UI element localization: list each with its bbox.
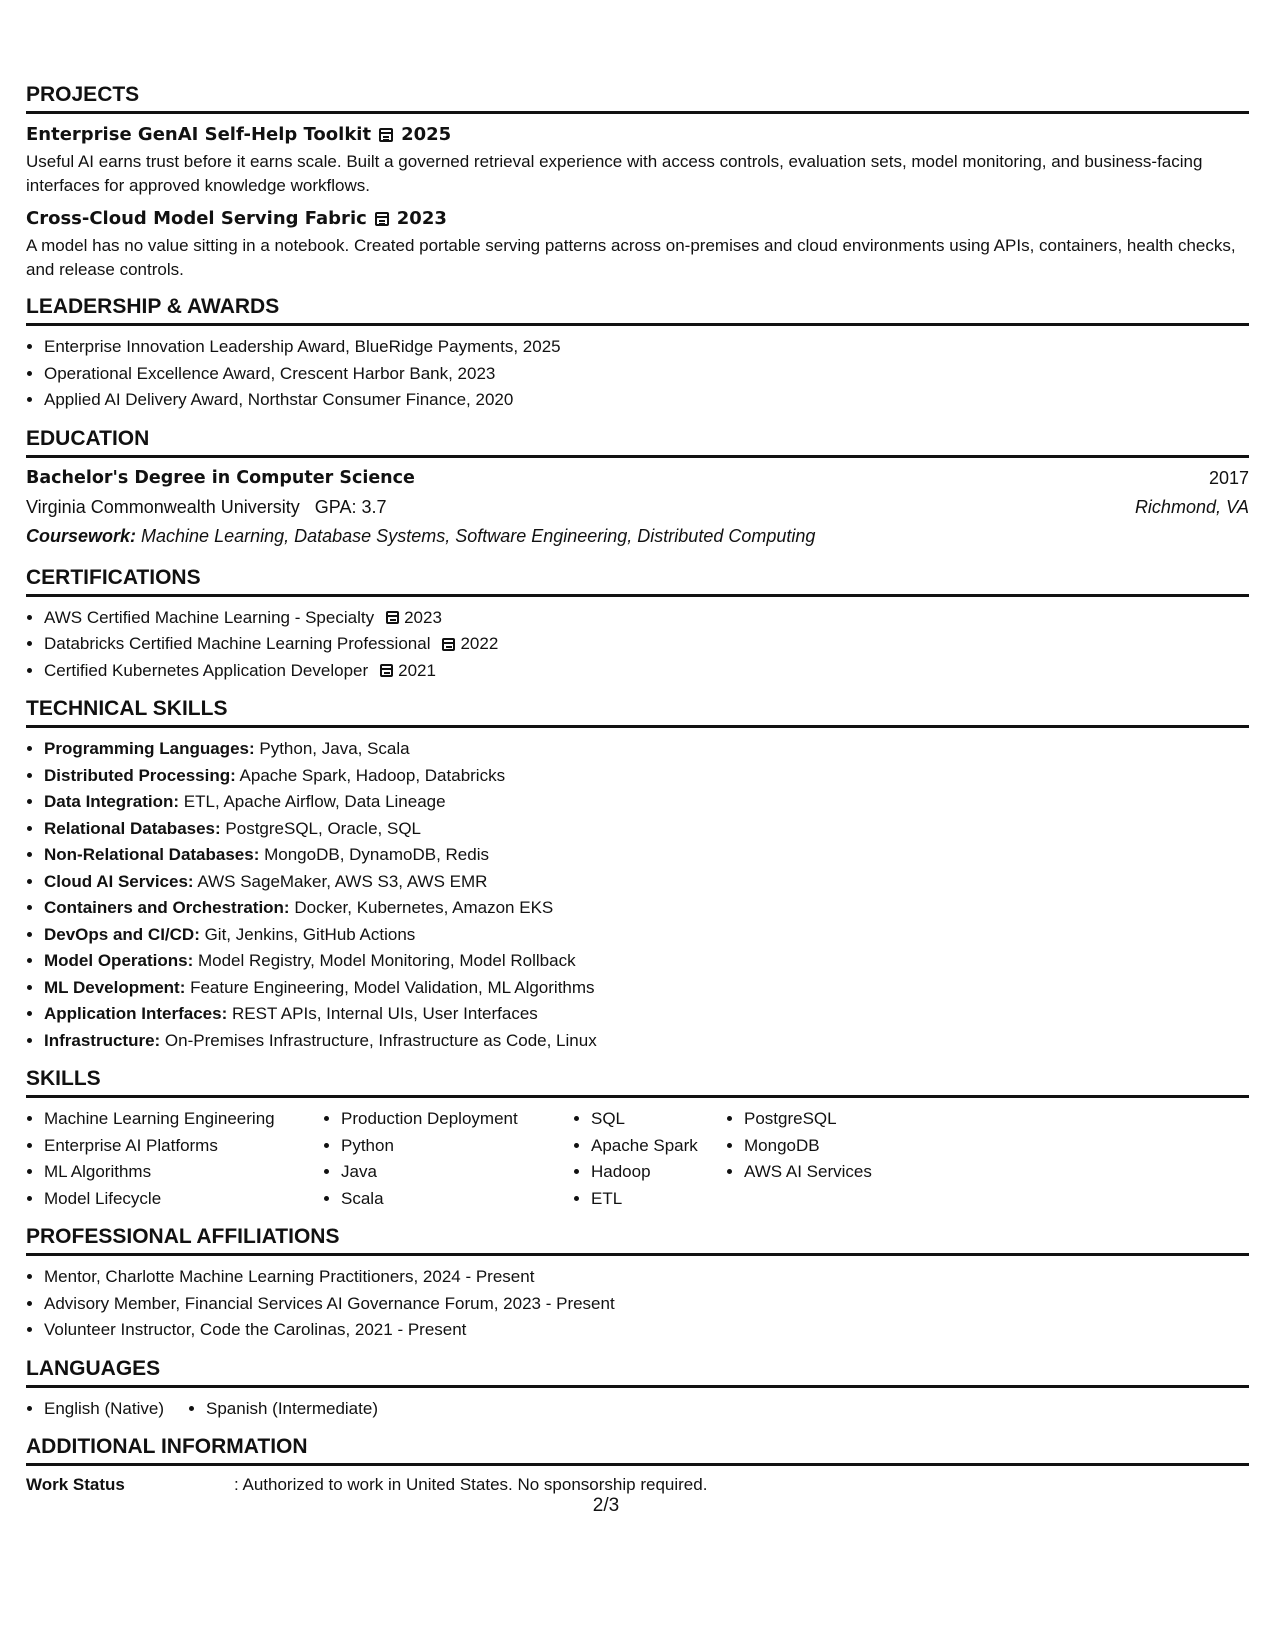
list-item: • Operational Excellence Award, Crescent Harbor Bank, 2023 bbox=[44, 361, 1249, 388]
list-item: • Machine Learning Engineering bbox=[44, 1106, 323, 1133]
list-item: • Enterprise Innovation Leadership Award, BlueRidge Payments, 2025 bbox=[44, 334, 1249, 361]
school-location: Richmond, VA bbox=[1134, 496, 1249, 517]
section-title-languages: LANGUAGES bbox=[26, 1356, 1249, 1388]
list-item bbox=[44, 1028, 1249, 1055]
school-and-gpa: Virginia Commonwealth University GPA: 3.7 bbox=[26, 496, 387, 517]
skill-category: Infrastructure: bbox=[44, 1030, 161, 1050]
technical-skills-section bbox=[26, 696, 1249, 1054]
coursework-label: Coursework: bbox=[26, 525, 137, 546]
certification-year: 2021 bbox=[398, 660, 436, 680]
section-title-leadership: LEADERSHIP & AWARDS bbox=[26, 294, 1249, 326]
list-item: • Production Deployment bbox=[341, 1106, 573, 1133]
section-title-technical-skills: TECHNICAL SKILLS bbox=[26, 696, 1249, 728]
education-degree-row bbox=[26, 464, 1249, 493]
skills-column bbox=[726, 1106, 944, 1212]
skill-category: Programming Languages: bbox=[44, 739, 255, 758]
skills-column bbox=[26, 1106, 323, 1212]
page-number: 2/3 bbox=[592, 1495, 620, 1516]
skill-category: Non-Relational Databases: bbox=[44, 845, 260, 864]
certification-name: • AWS Certified Machine Learning - Specialty bbox=[44, 607, 375, 627]
section-title-education: EDUCATION bbox=[26, 426, 1249, 458]
list-item bbox=[44, 763, 1249, 790]
skill-values: Git, Jenkins, GitHub Actions bbox=[199, 924, 416, 944]
list-item: • AWS AI Services bbox=[744, 1159, 944, 1186]
list-item: • Hadoop bbox=[591, 1159, 726, 1186]
list-item bbox=[44, 736, 1249, 763]
project-year: 2023 bbox=[396, 208, 447, 229]
calendar-icon bbox=[386, 611, 399, 624]
skill-values: Model Registry, Model Monitoring, Model Rollback bbox=[193, 951, 576, 970]
languages-section bbox=[26, 1356, 1249, 1423]
list-item: • Java bbox=[341, 1159, 573, 1186]
project-item bbox=[26, 206, 1249, 282]
work-status-label: Work Status bbox=[26, 1475, 125, 1494]
skill-values: Feature Engineering, Model Validation, ML Algorithms bbox=[185, 977, 595, 997]
project-item bbox=[26, 122, 1249, 198]
list-item bbox=[44, 1001, 1249, 1028]
list-item: • English (Native) bbox=[44, 1396, 164, 1423]
list-item: • ML Algorithms bbox=[44, 1159, 323, 1186]
award-list bbox=[26, 334, 1249, 414]
resume-page bbox=[26, 82, 1249, 1510]
skill-values: PostgreSQL, Oracle, SQL bbox=[220, 818, 421, 838]
skills-section bbox=[26, 1066, 1249, 1212]
list-item: • Model Lifecycle bbox=[44, 1186, 323, 1213]
section-title-additional-info: ADDITIONAL INFORMATION bbox=[26, 1434, 1249, 1466]
education-school-row bbox=[26, 493, 1249, 522]
section-title-certifications: CERTIFICATIONS bbox=[26, 565, 1249, 597]
list-item: • Python bbox=[341, 1133, 573, 1160]
calendar-icon bbox=[379, 128, 393, 142]
certification-list bbox=[26, 605, 1249, 685]
list-item: • Apache Spark bbox=[591, 1133, 726, 1160]
skill-category: Model Operations: bbox=[44, 951, 194, 970]
skills-columns bbox=[26, 1106, 1249, 1212]
affiliation-list bbox=[26, 1264, 1249, 1344]
language-column bbox=[188, 1396, 378, 1423]
skill-values: ETL, Apache Airflow, Data Lineage bbox=[179, 792, 446, 811]
list-item: • Advisory Member, Financial Services AI Governance Forum, 2023 - Present bbox=[44, 1291, 1249, 1318]
skill-category: Data Integration: bbox=[44, 792, 180, 811]
list-item: • Mentor, Charlotte Machine Learning Practitioners, 2024 - Present bbox=[44, 1264, 1249, 1291]
list-item bbox=[44, 869, 1249, 896]
skill-values: REST APIs, Internal UIs, User Interfaces bbox=[227, 1004, 538, 1023]
section-title-skills: SKILLS bbox=[26, 1066, 1249, 1098]
skills-column bbox=[323, 1106, 573, 1212]
project-description: Useful AI earns trust before it earns scale. Built a governed retrieval experience with access controls, evaluation sets, model monitoring, and business-facing interfaces for approved knowledge workflows. bbox=[26, 152, 1203, 195]
skill-values: MongoDB, DynamoDB, Redis bbox=[259, 845, 489, 864]
skill-values: AWS SageMaker, AWS S3, AWS EMR bbox=[193, 871, 488, 891]
coursework-list: Machine Learning, Database Systems, Software Engineering, Distributed Computing bbox=[136, 525, 816, 546]
list-item: • ETL bbox=[591, 1186, 726, 1213]
additional-info-section bbox=[26, 1434, 1249, 1498]
work-status-value: : Authorized to work in United States. No sponsorship required. bbox=[234, 1475, 708, 1494]
coursework bbox=[26, 522, 1249, 551]
list-item: • PostgreSQL bbox=[744, 1106, 944, 1133]
education-section bbox=[26, 426, 1249, 551]
calendar-icon bbox=[380, 664, 393, 677]
list-item bbox=[44, 658, 1249, 685]
list-item: • Spanish (Intermediate) bbox=[206, 1396, 378, 1423]
project-header bbox=[26, 206, 1249, 232]
list-item: • SQL bbox=[591, 1106, 726, 1133]
list-item: • Enterprise AI Platforms bbox=[44, 1133, 323, 1160]
language-list bbox=[26, 1396, 1249, 1423]
calendar-icon bbox=[442, 638, 455, 651]
degree-year: 2017 bbox=[1208, 467, 1249, 488]
skill-values: Apache Spark, Hadoop, Databricks bbox=[235, 765, 506, 785]
list-item bbox=[44, 842, 1249, 869]
project-description: A model has no value sitting in a notebook. Created portable serving patterns across on-premises and cloud environments using APIs, containers, health checks, and release controls. bbox=[26, 236, 1236, 279]
certification-year: 2022 bbox=[460, 634, 499, 653]
section-title-affiliations: PROFESSIONAL AFFILIATIONS bbox=[26, 1224, 1249, 1256]
list-item: • MongoDB bbox=[744, 1133, 944, 1160]
certification-name: • Databricks Certified Machine Learning Professional bbox=[44, 634, 431, 653]
certification-name: • Certified Kubernetes Application Developer bbox=[44, 660, 369, 680]
list-item: • Applied AI Delivery Award, Northstar Consumer Finance, 2020 bbox=[44, 387, 1249, 414]
list-item bbox=[44, 975, 1249, 1002]
skill-category: Containers and Orchestration: bbox=[44, 898, 290, 917]
list-item: • Volunteer Instructor, Code the Carolinas, 2021 - Present bbox=[44, 1317, 1249, 1344]
skill-category: Distributed Processing: bbox=[44, 765, 236, 785]
project-name: Enterprise GenAI Self-Help Toolkit bbox=[26, 124, 372, 145]
skill-category: DevOps and CI/CD: bbox=[44, 924, 200, 944]
language-column bbox=[26, 1396, 164, 1423]
list-item bbox=[44, 789, 1249, 816]
project-year: 2025 bbox=[401, 124, 452, 145]
certifications-section bbox=[26, 565, 1249, 685]
skill-category: ML Development: bbox=[44, 977, 186, 997]
project-header bbox=[26, 122, 1249, 148]
list-item bbox=[44, 948, 1249, 975]
skill-values: Python, Java, Scala bbox=[254, 739, 410, 758]
technical-skills-list bbox=[26, 736, 1249, 1054]
projects-section bbox=[26, 82, 1249, 282]
project-name: Cross-Cloud Model Serving Fabric bbox=[26, 208, 367, 229]
section-title-projects: PROJECTS bbox=[26, 82, 1249, 114]
affiliations-section bbox=[26, 1224, 1249, 1344]
skill-values: On-Premises Infrastructure, Infrastructure as Code, Linux bbox=[160, 1030, 597, 1050]
skill-category: Application Interfaces: bbox=[44, 1004, 228, 1023]
certification-year: 2023 bbox=[404, 607, 442, 627]
skill-category: Relational Databases: bbox=[44, 818, 221, 838]
list-item bbox=[44, 922, 1249, 949]
skill-category: Cloud AI Services: bbox=[44, 871, 194, 891]
list-item: • Scala bbox=[341, 1186, 573, 1213]
calendar-icon bbox=[375, 212, 389, 226]
list-item bbox=[44, 816, 1249, 843]
list-item bbox=[44, 631, 1249, 658]
leadership-section bbox=[26, 294, 1249, 414]
list-item bbox=[44, 895, 1249, 922]
skills-column bbox=[573, 1106, 726, 1212]
degree-name: Bachelor's Degree in Computer Science bbox=[26, 467, 415, 488]
skill-values: Docker, Kubernetes, Amazon EKS bbox=[289, 898, 554, 917]
list-item bbox=[44, 605, 1249, 632]
